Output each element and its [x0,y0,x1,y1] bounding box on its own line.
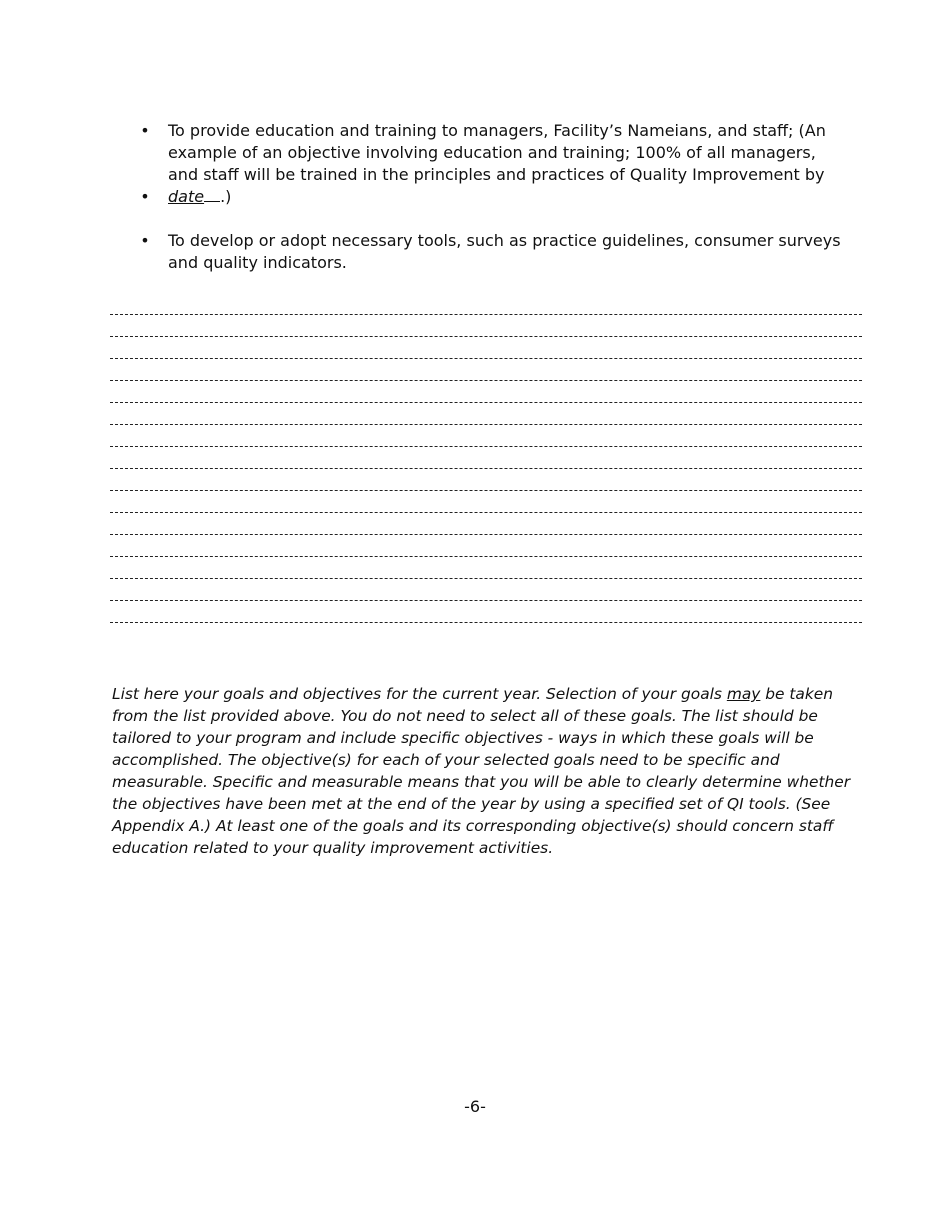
bullet-line: and staff will be trained in the principles and practices of Quality Improvement by [168,165,825,184]
objectives-bullet-list [140,120,870,274]
spacer [140,208,870,230]
page-number: -6- [464,1097,486,1116]
list-item [140,120,870,186]
date-blank [204,187,220,202]
writing-line [110,345,862,367]
writing-line [110,499,862,521]
bullet-line: To provide education and training to managers, Facility’s Nameians, and staff; (An [168,121,826,140]
writing-line [110,609,862,631]
bullet-icon: • [140,231,150,250]
date-line [168,186,870,208]
bullet-line: example of an objective involving education and training; 100% of all managers, [168,143,816,162]
date-suffix: .) [220,187,232,206]
writing-line [110,411,862,433]
writing-line [110,455,862,477]
date-field: date [168,187,220,206]
writing-line [110,565,862,587]
writing-lines [110,301,862,631]
writing-line [110,301,862,323]
writing-line [110,367,862,389]
writing-line [110,477,862,499]
list-item [140,230,870,274]
writing-line [110,543,862,565]
writing-line [110,521,862,543]
instructions-paragraph: List here your goals and objectives for the current year. Selection of your goals may be taken from the list provided above. You do not need to select all of these goals. The list should be tailored to your program and include specific objectives - ways in which these goals will be accomplished. The objective(s) for each of your selected goals need to be specific and measurable. Specific and measurable means that you will be able to clearly determine whether the objectives have been met at the end of the year by using a specified set of QI tools. (See Appendix A.) At least one of the goals and its corresponding objective(s) should concern staff education related to your quality improvement activities. [112,685,851,858]
bullet-icon: • [140,187,150,206]
bullet-icon: • [140,121,150,140]
bullet-line: To develop or adopt necessary tools, such as practice guidelines, consumer surveys [168,231,841,250]
writing-line [110,389,862,411]
bullet-line: and quality indicators. [168,253,347,272]
list-item [140,186,870,208]
writing-line [110,323,862,345]
writing-line [110,433,862,455]
emphasis-may: may [726,685,761,704]
writing-line [110,587,862,609]
